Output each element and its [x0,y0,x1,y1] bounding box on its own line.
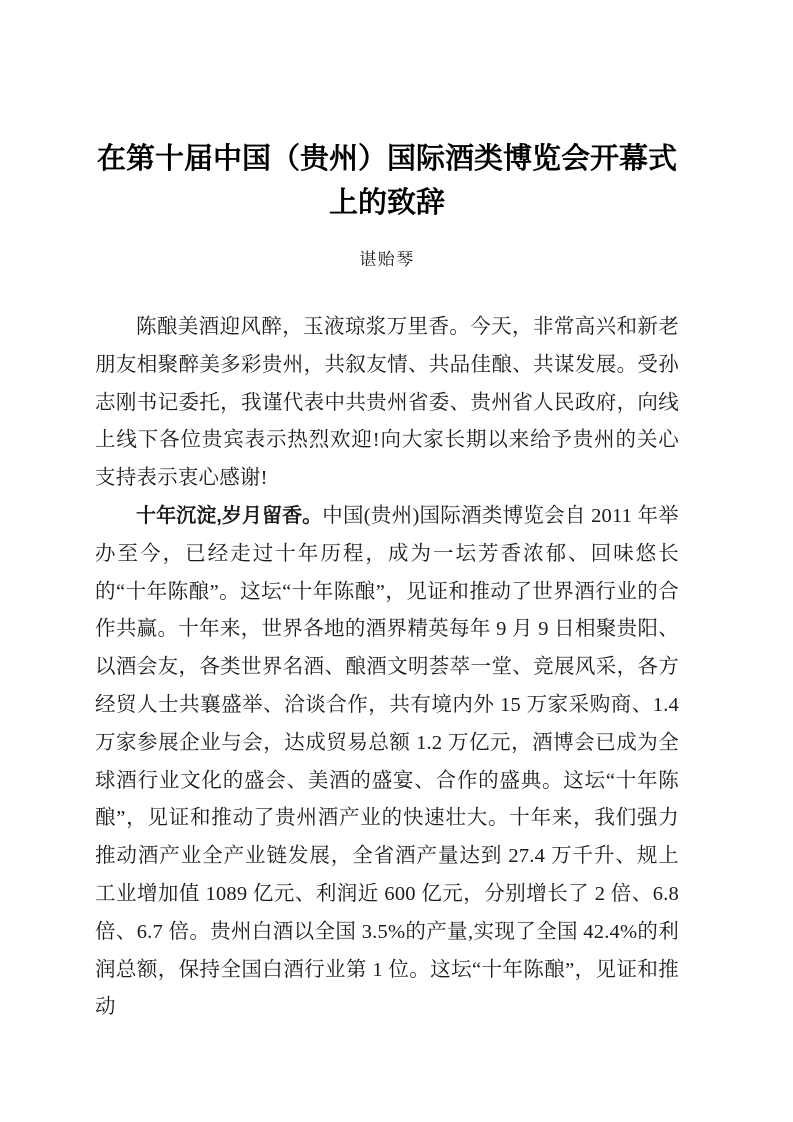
paragraph-opening-text: 陈酿美酒迎风醉，玉液琼浆万里香。今天，非常高兴和新老朋友相聚醉美多彩贵州，共叙友情、共品佳酿、共谋发展。受孙志刚书记委托，我谨代表中共贵州省委、贵州省人民政府，向线上线下各位贵宾表示热烈欢迎!向大家长期以来给予贵州的关心支持表示衷心感谢! [95,316,679,490]
page-content [95,0,679,1027]
paragraph-ten-years [95,498,679,1027]
paragraph-ten-years-text: 中国(贵州)国际酒类博览会自 2011 年举办至今，已经走过十年历程，成为一坛芳香浓郁、回味悠长的“十年陈酿”。这坛“十年陈酿”，见证和推动了世界酒行业的合作共赢。十年来，世界各地的酒界精英每年 9 月 9 日相聚贵阳、以酒会友，各类世界名酒、酿酒文明荟萃一堂、竞展风采，各方经贸人士共襄盛举、洽谈合作，共有境内外 15 万家采购商、1.4 万家参展企业与会，达成贸易总额 1.2 万亿元，酒博会已成为全球酒行业文化的盛会、美酒的盛宴、合作的盛典。这坛“十年陈酿”，见证和推动了贵州酒产业的快速壮大。十年来，我们强力推动酒产业全产业链发展，全省酒产量达到 27.4 万千升、规上工业增加值 1089 亿元、利润近 600 亿元，分别增长了 2 倍、6.8 倍、6.7 倍。贵州白酒以全国 3.5%的产量,实现了全国 42.4%的利润总额，保持全国白酒行业第 1 位。这坛“十年陈酿”，见证和推动 [95,504,679,1019]
paragraph-opening [95,309,679,498]
body-text [95,273,679,1027]
paragraph-ten-years-lead: 十年沉淀,岁月留香。 [136,504,323,527]
page-title: 在第十届中国（贵州）国际酒类博览会开幕式上的致辞 [96,143,677,219]
author-byline: 谌贻琴 [359,250,415,269]
